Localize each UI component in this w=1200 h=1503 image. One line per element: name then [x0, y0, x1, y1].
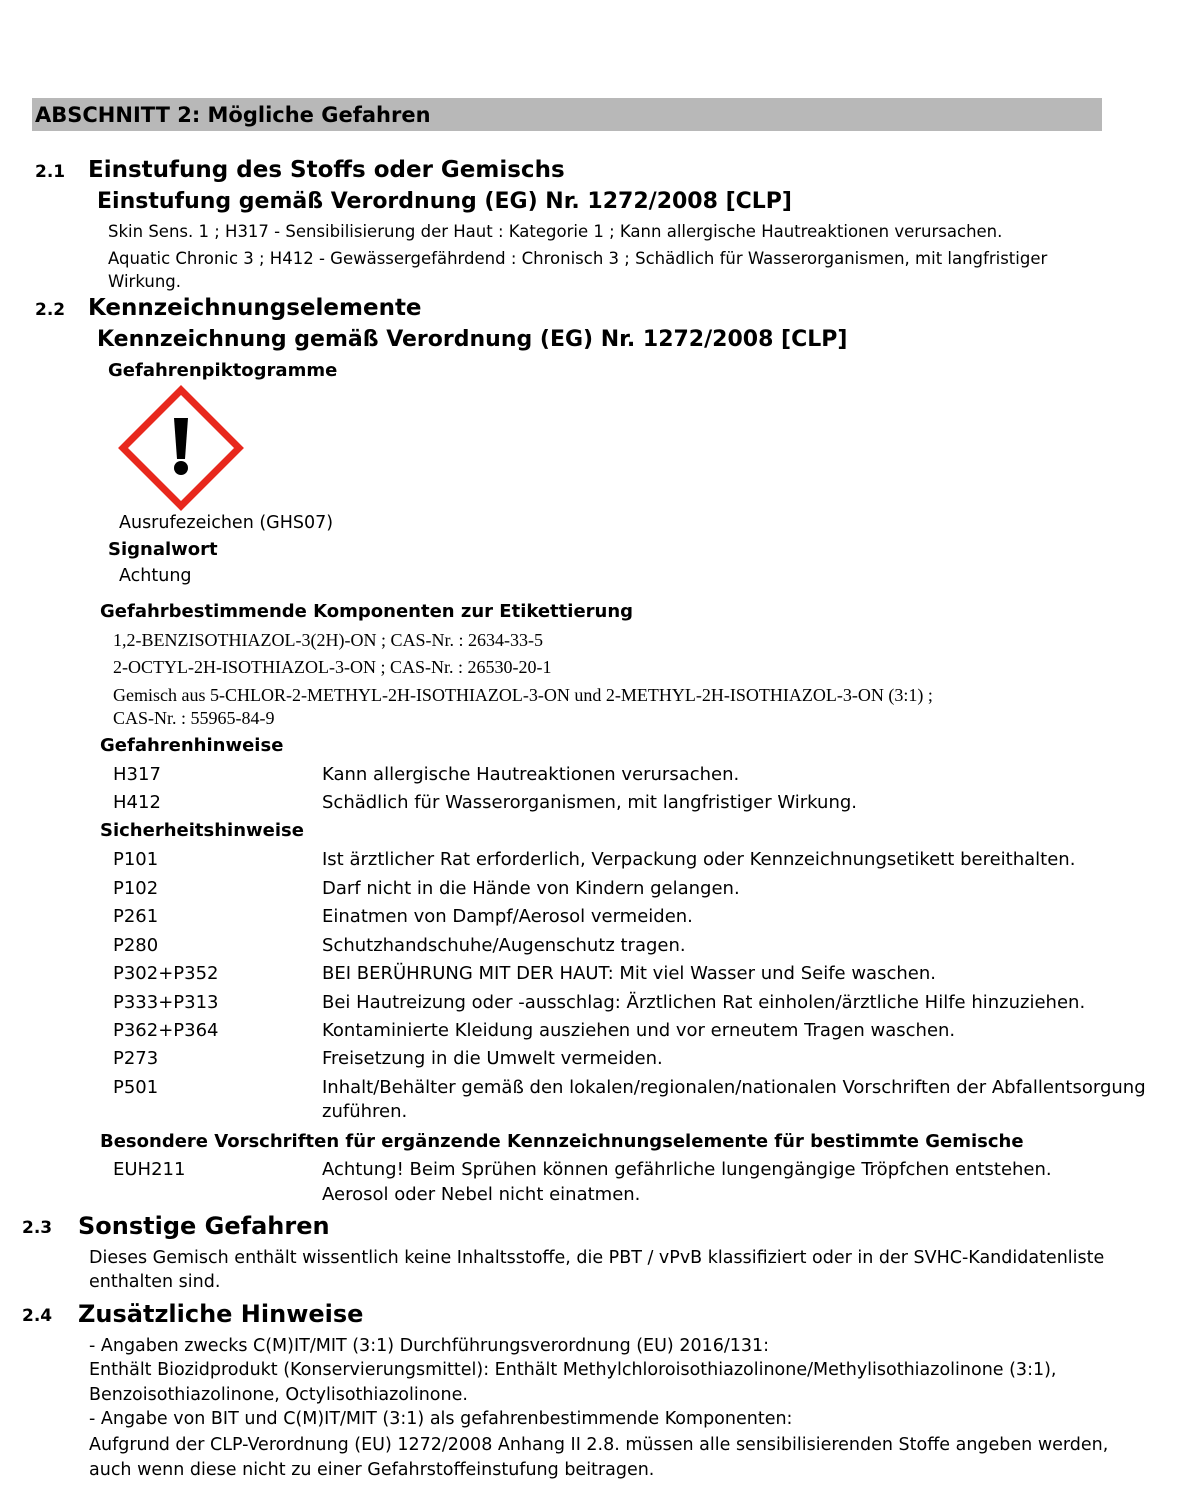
- s24-line: Aufgrund der CLP-Verordnung (EU) 1272/2008 Anhang II 2.8. müssen alle sensibilisierenden Stoffe angeben werden,: [89, 1435, 1109, 1455]
- precaution-code: P280: [113, 935, 159, 956]
- s24-line: - Angabe von BIT und C(M)IT/MIT (3:1) als gefahrenbestimmende Komponenten:: [89, 1409, 793, 1429]
- precaution-label: Sicherheitshinweise: [100, 820, 304, 841]
- special-text: Achtung! Beim Sprühen können gefährliche lungengängige Tröpfchen entstehen.: [322, 1159, 1052, 1180]
- s24-title: Zusätzliche Hinweise: [78, 1300, 364, 1328]
- component-item: 1,2-BENZISOTHIAZOL-3(2H)-ON ; CAS-Nr. : 2634-33-5: [113, 630, 543, 650]
- precaution-text: Bei Hautreizung oder -ausschlag: Ärztlichen Rat einholen/ärztliche Hilfe hinzuziehen.: [322, 992, 1086, 1013]
- precaution-text: BEI BERÜHRUNG MIT DER HAUT: Mit viel Wasser und Seife waschen.: [322, 963, 936, 984]
- precaution-code: P102: [113, 878, 159, 899]
- hazard-text: Schädlich für Wasserorganismen, mit langfristiger Wirkung.: [322, 792, 858, 813]
- precaution-code: P362+P364: [113, 1020, 219, 1041]
- s21-subtitle: Einstufung gemäß Verordnung (EG) Nr. 1272/2008 [CLP]: [97, 189, 792, 214]
- s23-title: Sonstige Gefahren: [78, 1212, 330, 1240]
- precaution-text: Inhalt/Behälter gemäß den lokalen/regionalen/nationalen Vorschriften der Abfallentsorgung: [322, 1077, 1146, 1098]
- signal-value: Achtung: [119, 566, 192, 586]
- signal-label: Signalwort: [108, 539, 218, 560]
- s24-line: - Angaben zwecks C(M)IT/MIT (3:1) Durchführungsverordnung (EU) 2016/131:: [89, 1336, 770, 1356]
- ghs07-exclamation-icon: [118, 385, 244, 511]
- s22-number: 2.2: [35, 300, 66, 320]
- component-item: Gemisch aus 5-CHLOR-2-METHYL-2H-ISOTHIAZOL-3-ON und 2-METHYL-2H-ISOTHIAZOL-3-ON (3:1) ;: [113, 685, 933, 705]
- precaution-code: P101: [113, 849, 159, 870]
- section-header: [32, 98, 1102, 131]
- precaution-text: Einatmen von Dampf/Aerosol vermeiden.: [322, 906, 693, 927]
- s21-line2a: Aquatic Chronic 3 ; H412 - Gewässergefährdend : Chronisch 3 ; Schädlich für Wasserorganismen, mit langfristiger: [108, 249, 1048, 268]
- precaution-text: Darf nicht in die Hände von Kindern gelangen.: [322, 878, 740, 899]
- component-item: CAS-Nr. : 55965-84-9: [113, 708, 275, 728]
- section-title: ABSCHNITT 2: Mögliche Gefahren: [35, 103, 431, 127]
- precaution-text: Schutzhandschuhe/Augenschutz tragen.: [322, 935, 686, 956]
- precaution-code: P273: [113, 1048, 159, 1069]
- precaution-text: Freisetzung in die Umwelt vermeiden.: [322, 1048, 663, 1069]
- pictogram-name: Ausrufezeichen (GHS07): [119, 513, 334, 533]
- s21-title: Einstufung des Stoffs oder Gemischs: [88, 157, 565, 183]
- s24-line: auch wenn diese nicht zu einer Gefahrstoffeinstufung beitragen.: [89, 1460, 655, 1480]
- component-item: 2-OCTYL-2H-ISOTHIAZOL-3-ON ; CAS-Nr. : 26530-20-1: [113, 657, 552, 677]
- precaution-text: Ist ärztlicher Rat erforderlich, Verpackung oder Kennzeichnungsetikett bereithalten.: [322, 849, 1076, 870]
- s23-line2: enthalten sind.: [89, 1272, 221, 1292]
- s24-number: 2.4: [22, 1306, 53, 1326]
- hazard-label: Gefahrenhinweise: [100, 735, 284, 756]
- hazard-code: H412: [113, 792, 161, 813]
- pictogram-label: Gefahrenpiktogramme: [108, 360, 338, 381]
- precaution-code: P261: [113, 906, 159, 927]
- special-text-cont: Aerosol oder Nebel nicht einatmen.: [322, 1184, 641, 1205]
- s22-title: Kennzeichnungselemente: [88, 295, 422, 321]
- s23-number: 2.3: [22, 1218, 53, 1238]
- special-code: EUH211: [113, 1159, 186, 1180]
- special-label: Besondere Vorschriften für ergänzende Kennzeichnungselemente für bestimmte Gemische: [100, 1131, 1024, 1152]
- hazard-text: Kann allergische Hautreaktionen verursachen.: [322, 764, 740, 785]
- components-label: Gefahrbestimmende Komponenten zur Etikettierung: [100, 601, 634, 622]
- precaution-text-cont: zuführen.: [322, 1101, 408, 1122]
- hazard-code: H317: [113, 764, 161, 785]
- precaution-code: P501: [113, 1077, 159, 1098]
- s23-line1: Dieses Gemisch enthält wissentlich keine Inhaltsstoffe, die PBT / vPvB klassifiziert oder in der SVHC-Kandidatenliste: [89, 1248, 1105, 1268]
- precaution-code: P302+P352: [113, 963, 219, 984]
- precaution-text: Kontaminierte Kleidung ausziehen und vor erneutem Tragen waschen.: [322, 1020, 956, 1041]
- s24-line: Benzoisothiazolinone, Octylisothiazolinone.: [89, 1385, 468, 1405]
- precaution-code: P333+P313: [113, 992, 219, 1013]
- s21-line2b: Wirkung.: [108, 272, 182, 291]
- s22-subtitle: Kennzeichnung gemäß Verordnung (EG) Nr. 1272/2008 [CLP]: [97, 327, 848, 352]
- s24-line: Enthält Biozidprodukt (Konservierungsmittel): Enthält Methylchloroisothiazolinone/Methylisothiazolinone (3:1),: [89, 1360, 1057, 1380]
- s21-line1: Skin Sens. 1 ; H317 - Sensibilisierung der Haut : Kategorie 1 ; Kann allergische Hautreaktionen verursachen.: [108, 222, 1003, 241]
- s21-number: 2.1: [35, 162, 66, 182]
